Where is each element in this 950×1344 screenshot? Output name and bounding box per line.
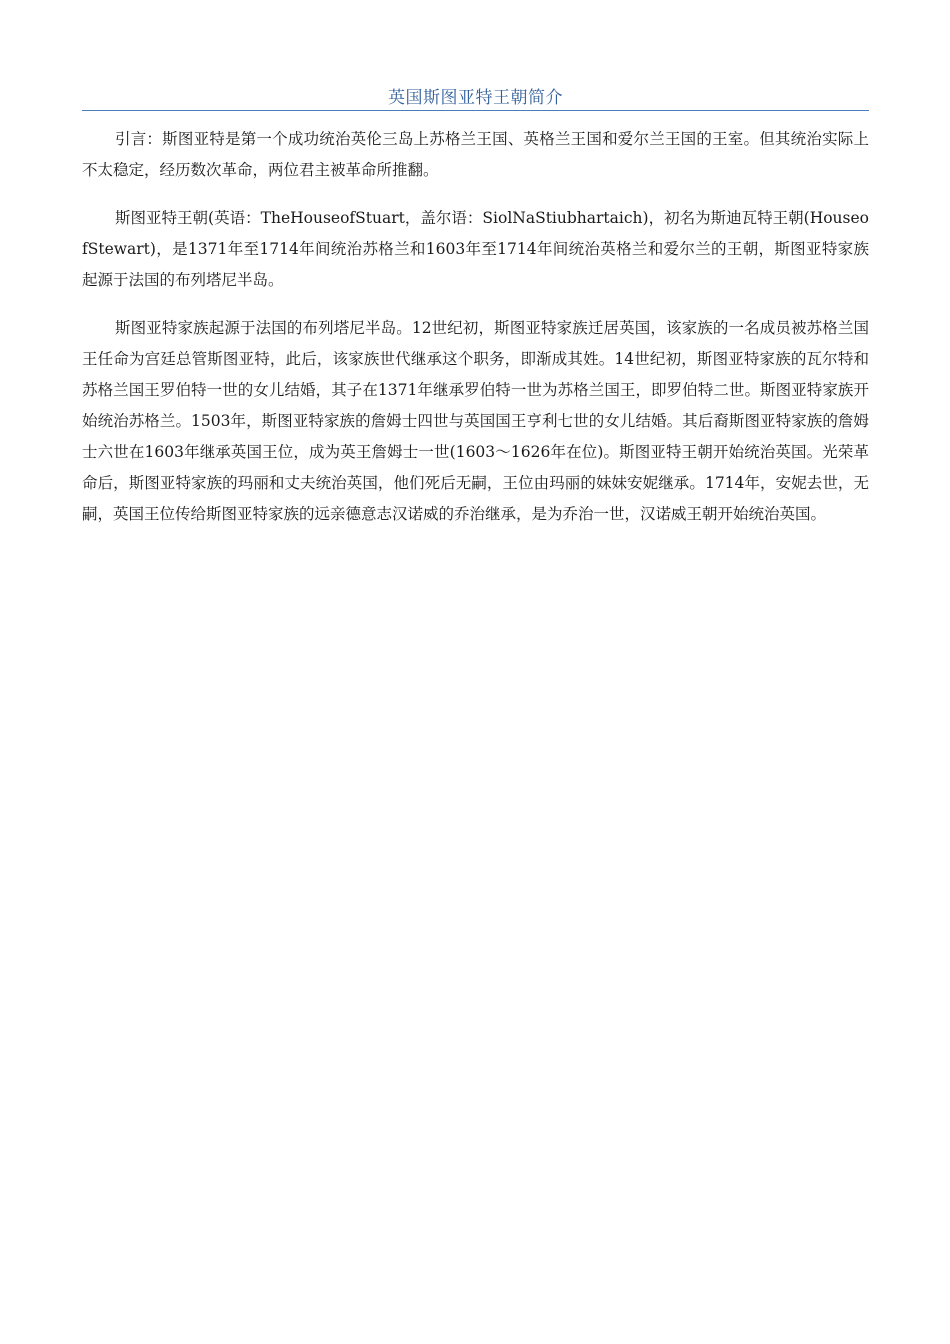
dynasty-overview-paragraph: 斯图亚特王朝(英语：TheHouseofStuart，盖尔语：SiolNaStiubhartaich)，初名为斯迪瓦特王朝(HouseofStewart)，是1371年至1714年间统治苏格兰和1603年至1714年间统治英格兰和爱尔兰的王朝，斯图亚特家族起源于法国的布列塔尼半岛。	[82, 209, 869, 289]
document-body	[82, 124, 869, 547]
page-header	[82, 80, 869, 111]
header-title: 英国斯图亚特王朝简介	[388, 88, 563, 108]
family-history-paragraph: 斯图亚特家族起源于法国的布列塔尼半岛。12世纪初，斯图亚特家族迁居英国，该家族的一名成员被苏格兰国王任命为宫廷总管斯图亚特，此后，该家族世代继承这个职务，即渐成其姓。14世纪初，斯图亚特家族的瓦尔特和苏格兰国王罗伯特一世的女儿结婚，其子在1371年继承罗伯特一世为苏格兰国王，即罗伯特二世。斯图亚特家族开始统治苏格兰。1503年，斯图亚特家族的詹姆士四世与英国国王亨利七世的女儿结婚。其后裔斯图亚特家族的詹姆士六世在1603年继承英国王位，成为英王詹姆士一世(1603～1626年在位)。斯图亚特王朝开始统治英国。光荣革命后，斯图亚特家族的玛丽和丈夫统治英国，他们死后无嗣，王位由玛丽的妹妹安妮继承。1714年，安妮去世，无嗣，英国王位传给斯图亚特家族的远亲德意志汉诺威的乔治继承，是为乔治一世，汉诺威王朝开始统治英国。	[82, 319, 869, 523]
intro-paragraph: 引言：斯图亚特是第一个成功统治英伦三岛上苏格兰王国、英格兰王国和爱尔兰王国的王室。但其统治实际上不太稳定，经历数次革命，两位君主被革命所推翻。	[82, 130, 869, 179]
